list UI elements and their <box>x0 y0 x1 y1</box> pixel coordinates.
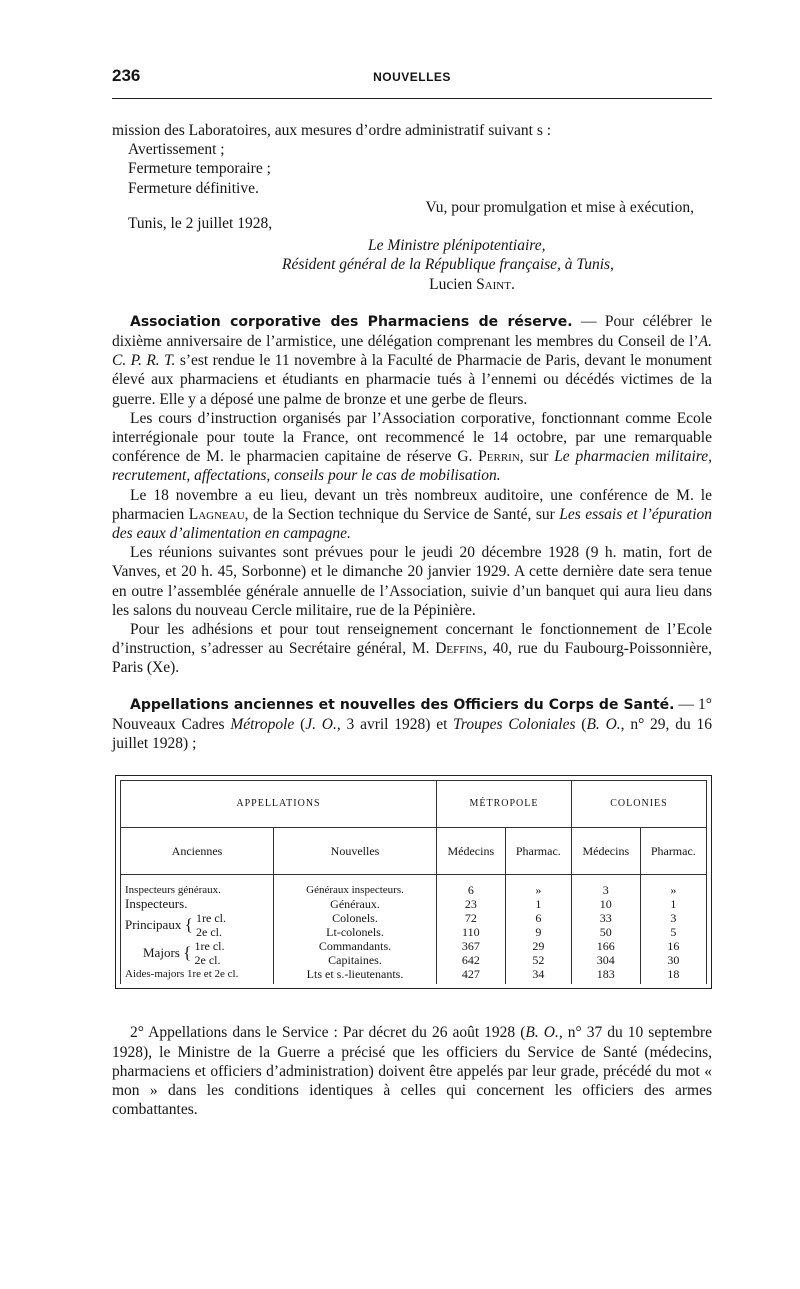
value-cell: 9 <box>505 925 571 939</box>
association-p2-text: Les cours d’instruction organisés par l’Association corporative, fonctionnant comme Ecole interrégionale pour toute la France, ont recommencé le 14 octobre, par une remarquable conférence de M. le pharmacien capitaine de réserve G. <box>112 409 712 466</box>
running-header <box>112 62 712 99</box>
subheader-col-pharmac: Pharmac. <box>640 828 706 875</box>
majors-cell <box>121 939 274 967</box>
value-cell: » <box>505 875 571 898</box>
value-cell: 33 <box>571 911 640 925</box>
service-section <box>112 1023 712 1119</box>
association-p5-text-2: , 40, rue du Faubourg-Poissonnière, Paris (Xe). <box>112 640 712 677</box>
table-row <box>121 875 707 898</box>
signature-first: Lucien <box>429 275 473 293</box>
subheader-metro-medecins: Médecins <box>437 828 506 875</box>
association-paragraph-3 <box>112 486 712 544</box>
decree-item-3: Fermeture définitive. <box>128 179 259 197</box>
service-bo-ref: B. O. <box>525 1024 559 1042</box>
association-paragraph-4: Les réunions suivantes sont prévues pour le jeudi 20 décembre 1928 (9 h. matin, fort de Vanves, et 20 h. 45, Sorbonne) et le dimanche 20 janvier 1929. A cette dernière date sera tenue en outre l’assemblée générale annuelle de l’Association, suivie d’un banquet qui aura lieu dans les salons du nouveau Cercle militaire, rue de la Pépinière. <box>112 544 712 619</box>
table-row <box>121 967 707 984</box>
value-cell: 367 <box>437 939 506 953</box>
header-metropole: MÉTROPOLE <box>437 781 572 828</box>
header-appellations: APPELLATIONS <box>121 781 437 828</box>
association-paragraph-5 <box>112 620 712 678</box>
place-date: Tunis, le 2 juillet 1928, <box>128 215 273 233</box>
service-text: 2° Appellations dans le Service : Par décret du 26 août 1928 ( <box>130 1024 526 1042</box>
running-title: NOUVELLES <box>373 70 451 84</box>
lecture-title-2: Les essais et l’épuration des eaux d’alimentation en campagne. <box>112 505 713 543</box>
association-acronym: A. C. P. R. T. <box>112 333 712 370</box>
appellations-paragraph <box>112 695 712 754</box>
association-section <box>112 312 712 678</box>
value-cell: 427 <box>437 967 506 984</box>
header-colonies: COLONIES <box>571 781 706 828</box>
bo-ref: B. O. <box>586 715 621 733</box>
grade-2e: 2e cl. <box>196 925 222 940</box>
decree-item-2: Fermeture temporaire ; <box>128 160 271 178</box>
grade-1re: 1re cl. <box>194 939 225 954</box>
appellations-table-frame <box>115 775 712 989</box>
value-cell: 18 <box>640 967 706 984</box>
metropole-label: Métropole <box>230 715 295 733</box>
nouvelle-cell: Généraux inspecteurs. <box>274 875 437 898</box>
subheader-nouvelles: Nouvelles <box>274 828 437 875</box>
appellations-text-2: ( <box>294 715 306 733</box>
association-heading: Association corporative des Pharmaciens de réserve. <box>130 313 573 330</box>
subheader-col-medecins: Médecins <box>571 828 640 875</box>
appellations-heading: Appellations anciennes et nouvelles des Officiers du Corps de Santé. <box>130 696 675 713</box>
value-cell: 3 <box>640 911 706 925</box>
value-cell: 1 <box>505 897 571 911</box>
value-cell: 1 <box>640 897 706 911</box>
value-cell: 34 <box>505 967 571 984</box>
principaux-cell <box>121 911 274 939</box>
resident-title: Résident général de la République française, à Tunis, <box>282 256 614 274</box>
association-p2-text-2: , sur <box>519 448 555 466</box>
value-cell: 23 <box>437 897 506 911</box>
value-cell: 52 <box>505 953 571 967</box>
association-text-2: s’est rendue le 11 novembre à la Faculté de Pharmacie de Paris, devant le monument élevé aux pharmaciens et étudiants en pharmacie tués à l’ennemi ou décédés victimes de la guerre. Elle y a déposé une palme de bronze et une gerbe de fleurs. <box>112 352 712 408</box>
ancienne-cell: Inspecteurs. <box>121 897 274 911</box>
value-cell: 72 <box>437 911 506 925</box>
person-perrin: Perrin <box>478 448 520 466</box>
grade-2e: 2e cl. <box>194 953 221 968</box>
nouvelle-cell: Colonels. <box>274 911 437 925</box>
association-p3-text-2: , de la Section technique du Service de Santé, sur <box>244 505 560 523</box>
value-cell: 50 <box>571 925 640 939</box>
brace-icon: { <box>183 943 192 963</box>
lecture-title-1: Le pharmacien militaire, recrutement, affectations, conseils pour le cas de mobilisation. <box>112 448 712 485</box>
signature <box>112 275 712 294</box>
person-lagneau: Lagneau <box>188 505 245 523</box>
appellations-text: — 1° Nouveaux Cadres <box>112 695 712 733</box>
minister-title: Le Ministre plénipotentiaire, <box>368 237 546 255</box>
nouvelle-cell: Capitaines. <box>274 953 437 967</box>
page-number: 236 <box>112 66 141 85</box>
association-p3-text: Le 18 novembre a eu lieu, devant un très nombreux auditoire, une conférence de M. le pharmacien <box>112 486 712 523</box>
table-row <box>121 897 707 911</box>
table-row <box>121 939 707 953</box>
decree-line: mission des Laboratoires, aux mesures d’ordre administratif suivant s : <box>112 122 552 139</box>
appellations-table <box>120 780 707 984</box>
value-cell: 166 <box>571 939 640 953</box>
value-cell: » <box>640 875 706 898</box>
troupes-label: Troupes Coloniales <box>453 715 576 733</box>
nouvelle-cell: Lt-colonels. <box>274 925 437 939</box>
jo-ref: J. O. <box>305 715 337 733</box>
subheader-anciennes: Anciennes <box>121 828 274 875</box>
value-cell: 30 <box>640 953 706 967</box>
appellations-section <box>112 695 712 754</box>
group-label-majors: Majors <box>143 945 180 961</box>
table-row <box>121 911 707 925</box>
value-cell: 110 <box>437 925 506 939</box>
association-paragraph-1 <box>112 312 712 409</box>
service-text-2: , n° 37 du 10 septembre 1928), le Ministre de la Guerre a précisé que les officiers du Service de Santé (médecins, pharmaciens et officiers d’administration) doivent être appelés par leur grade, précédé du mot « mon » dans les conditions identiques à celles qui concernent les officiers des armes combattantes. <box>112 1024 712 1119</box>
value-cell: 5 <box>640 925 706 939</box>
value-cell: 29 <box>505 939 571 953</box>
ancienne-cell: Aides-majors 1re et 2e cl. <box>121 967 274 984</box>
appellations-text-5: , n° 29, du 16 juillet 1928) ; <box>112 715 712 753</box>
nouvelle-cell: Commandants. <box>274 939 437 953</box>
decree-item-1: Avertissement ; <box>128 141 225 159</box>
association-p5-text: Pour les adhésions et pour tout renseignement concernant le fonctionnement de l’Ecole d’instruction, s’adresser au Secrétaire général, M. <box>112 621 712 658</box>
group-label-principaux: Principaux <box>125 917 182 933</box>
association-text: — Pour célébrer le dixième anniversaire de l’armistice, une délégation comprenant les membres du Conseil de l’ <box>112 312 712 351</box>
nouvelle-cell: Lts et s.-lieutenants. <box>274 967 437 984</box>
grade-1re: 1re cl. <box>196 911 226 926</box>
brace-icon: { <box>184 915 193 935</box>
value-cell: 304 <box>571 953 640 967</box>
decree-block <box>112 121 712 294</box>
page <box>112 62 712 1119</box>
value-cell: 10 <box>571 897 640 911</box>
service-paragraph <box>112 1023 712 1119</box>
appellations-text-3: , 3 avril 1928) et <box>336 715 454 733</box>
value-cell: 642 <box>437 953 506 967</box>
nouvelle-cell: Généraux. <box>274 897 437 911</box>
subheader-metro-pharmac: Pharmac. <box>505 828 571 875</box>
person-deffins: Deffins <box>435 640 484 658</box>
value-cell: 3 <box>571 875 640 898</box>
association-paragraph-2 <box>112 409 712 486</box>
value-cell: 183 <box>571 967 640 984</box>
promulgation: Vu, pour promulgation et mise à exécution, <box>425 198 694 216</box>
value-cell: 16 <box>640 939 706 953</box>
ancienne-cell: Inspecteurs généraux. <box>121 875 274 898</box>
signature-last: Saint. <box>476 275 515 293</box>
appellations-text-4: ( <box>575 715 587 733</box>
value-cell: 6 <box>505 911 571 925</box>
value-cell: 6 <box>437 875 506 898</box>
